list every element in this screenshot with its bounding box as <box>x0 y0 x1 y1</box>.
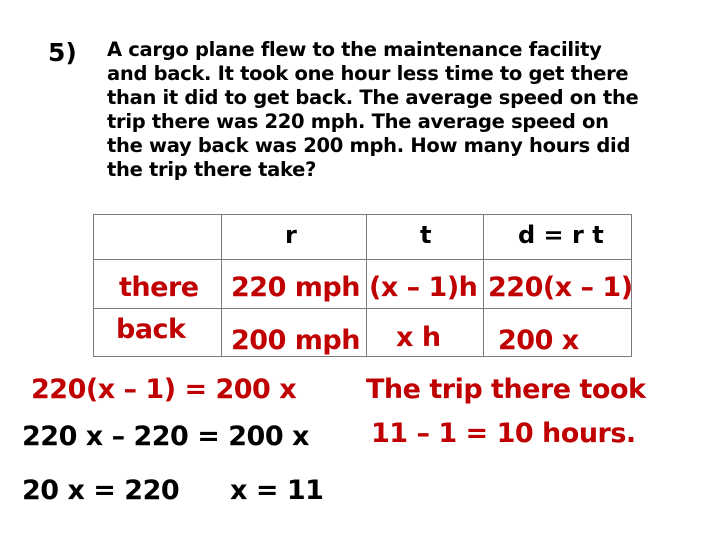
row-label-back: back <box>116 314 186 345</box>
there-rate: 220 mph <box>231 272 360 303</box>
row-label-there: there <box>119 272 199 303</box>
there-distance: 220(x – 1) <box>488 272 633 303</box>
row-divider <box>94 259 631 260</box>
equation-3a: 20 x = 220 <box>22 475 180 506</box>
row-divider <box>94 308 631 309</box>
answer-line-2: 11 – 1 = 10 hours. <box>371 418 636 449</box>
problem-line: A cargo plane flew to the maintenance facility <box>107 38 602 61</box>
problem-line: than it did to get back. The average speed on the <box>107 86 639 109</box>
problem-line: the way back was 200 mph. How many hours did <box>107 134 631 157</box>
problem-line: the trip there take? <box>107 158 317 181</box>
problem-number: 5) <box>48 38 77 67</box>
back-time: x h <box>396 322 441 353</box>
problem-line: trip there was 220 mph. The average speed on <box>107 110 609 133</box>
there-time: (x – 1)h <box>369 272 478 303</box>
rate-time-distance-table <box>93 214 632 357</box>
back-distance: 200 x <box>498 325 579 356</box>
answer-line-1: The trip there took <box>366 374 646 405</box>
equation-2: 220 x – 220 = 200 x <box>22 421 309 452</box>
header-r: r <box>285 221 297 249</box>
equation-3b: x = 11 <box>230 475 324 506</box>
column-divider <box>221 215 222 356</box>
header-t: t <box>420 221 432 249</box>
header-d: d = r t <box>518 221 604 249</box>
problem-statement <box>107 38 707 182</box>
back-rate: 200 mph <box>231 325 360 356</box>
problem-line: and back. It took one hour less time to get there <box>107 62 629 85</box>
column-divider <box>483 215 484 356</box>
equation-1: 220(x – 1) = 200 x <box>31 374 297 405</box>
column-divider <box>366 215 367 356</box>
